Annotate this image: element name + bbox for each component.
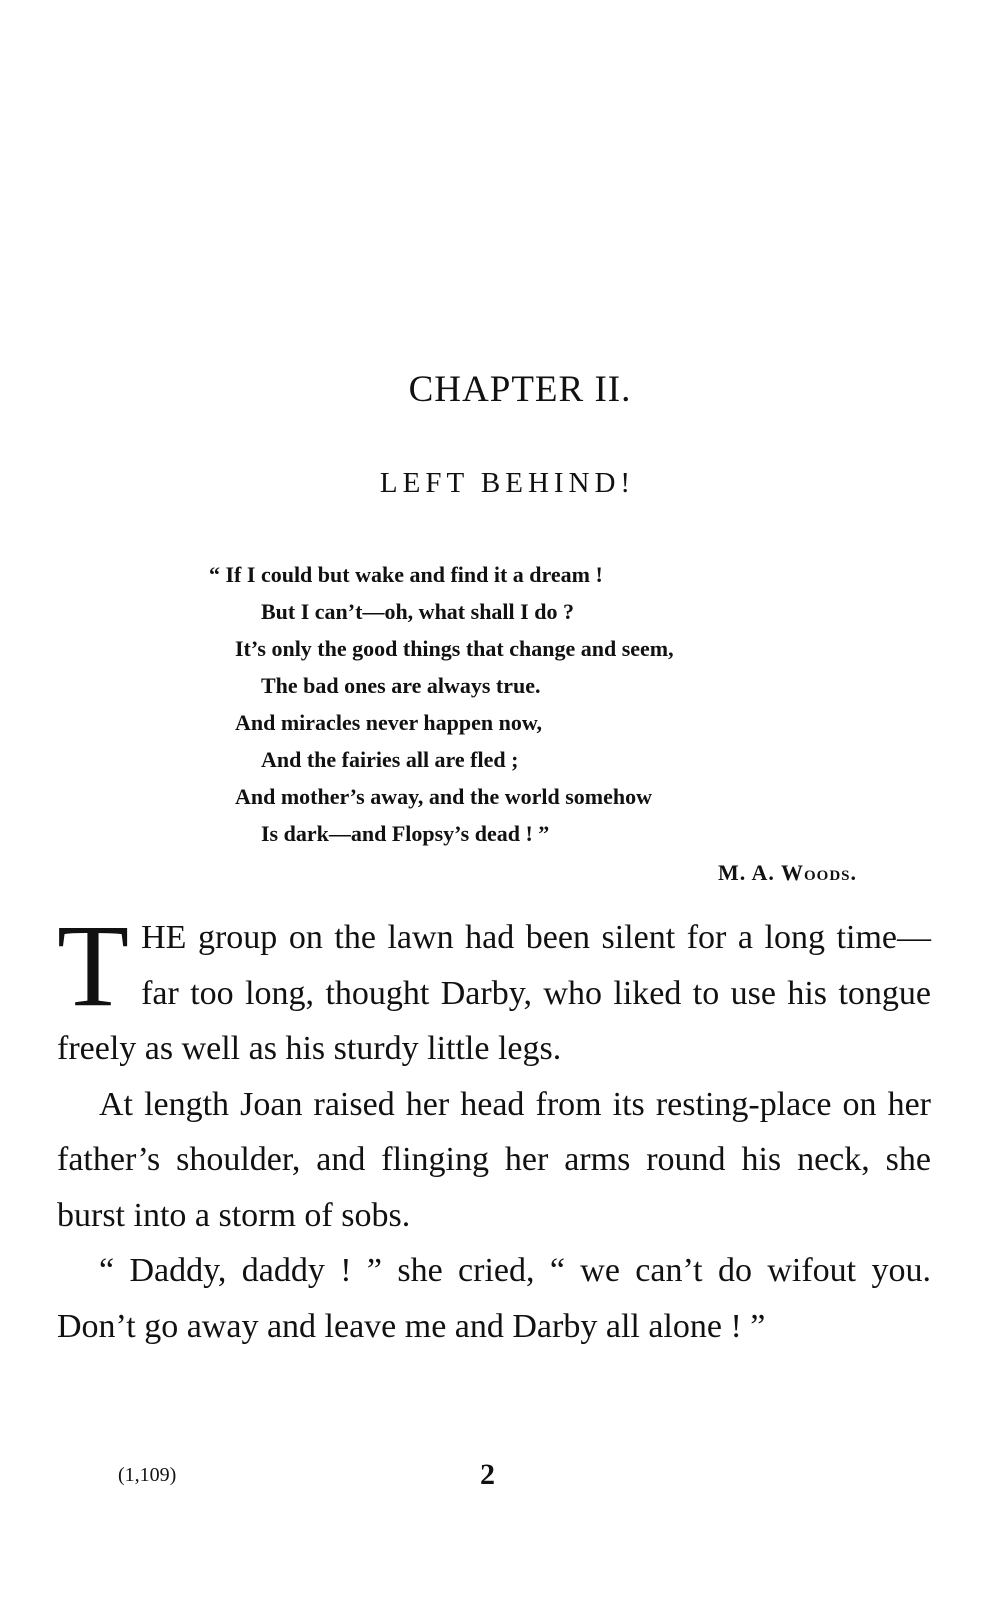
epigraph-attribution: M. A. Woods. — [717, 860, 857, 885]
epigraph-line: And mother’s away, and the world somehow — [235, 784, 652, 809]
chapter-body — [57, 900, 931, 1354]
paragraph: “ Daddy, daddy ! ” she cried, “ we can’t do wifout you. Don’t go away and leave me and Darby all alone ! ” — [57, 1252, 931, 1345]
paragraph-text: HE group on the lawn had been silent for a long time—far too long, thought Darby, who liked to use his tongue freely as well as his sturdy little legs. — [57, 919, 931, 1067]
epigraph-poem — [209, 556, 869, 891]
chapter-subtitle: LEFT BEHIND! — [379, 467, 636, 499]
page-footer — [0, 1458, 1000, 1498]
epigraph-line: But I can’t—oh, what shall I do ? — [261, 599, 574, 624]
epigraph-line: Is dark—and Flopsy’s dead ! ” — [261, 821, 550, 846]
paragraph — [57, 900, 931, 1077]
printer-signature: (1,109) — [118, 1464, 177, 1486]
epigraph-line: And miracles never happen now, — [235, 710, 543, 735]
epigraph-line: The bad ones are always true. — [261, 673, 541, 698]
epigraph-line: “ If I could but wake and find it a dream ! — [209, 562, 603, 587]
chapter-heading: CHAPTER II. — [408, 369, 632, 410]
epigraph-line: It’s only the good things that change and seem, — [235, 636, 674, 661]
page-number: 2 — [480, 1458, 495, 1491]
epigraph-line: And the fairies all are fled ; — [261, 747, 519, 772]
paragraph: At length Joan raised her head from its resting-place on her father’s shoulder, and flinging her arms round his neck, she burst into a storm of sobs. — [57, 1085, 931, 1234]
drop-cap: T — [57, 900, 130, 1031]
